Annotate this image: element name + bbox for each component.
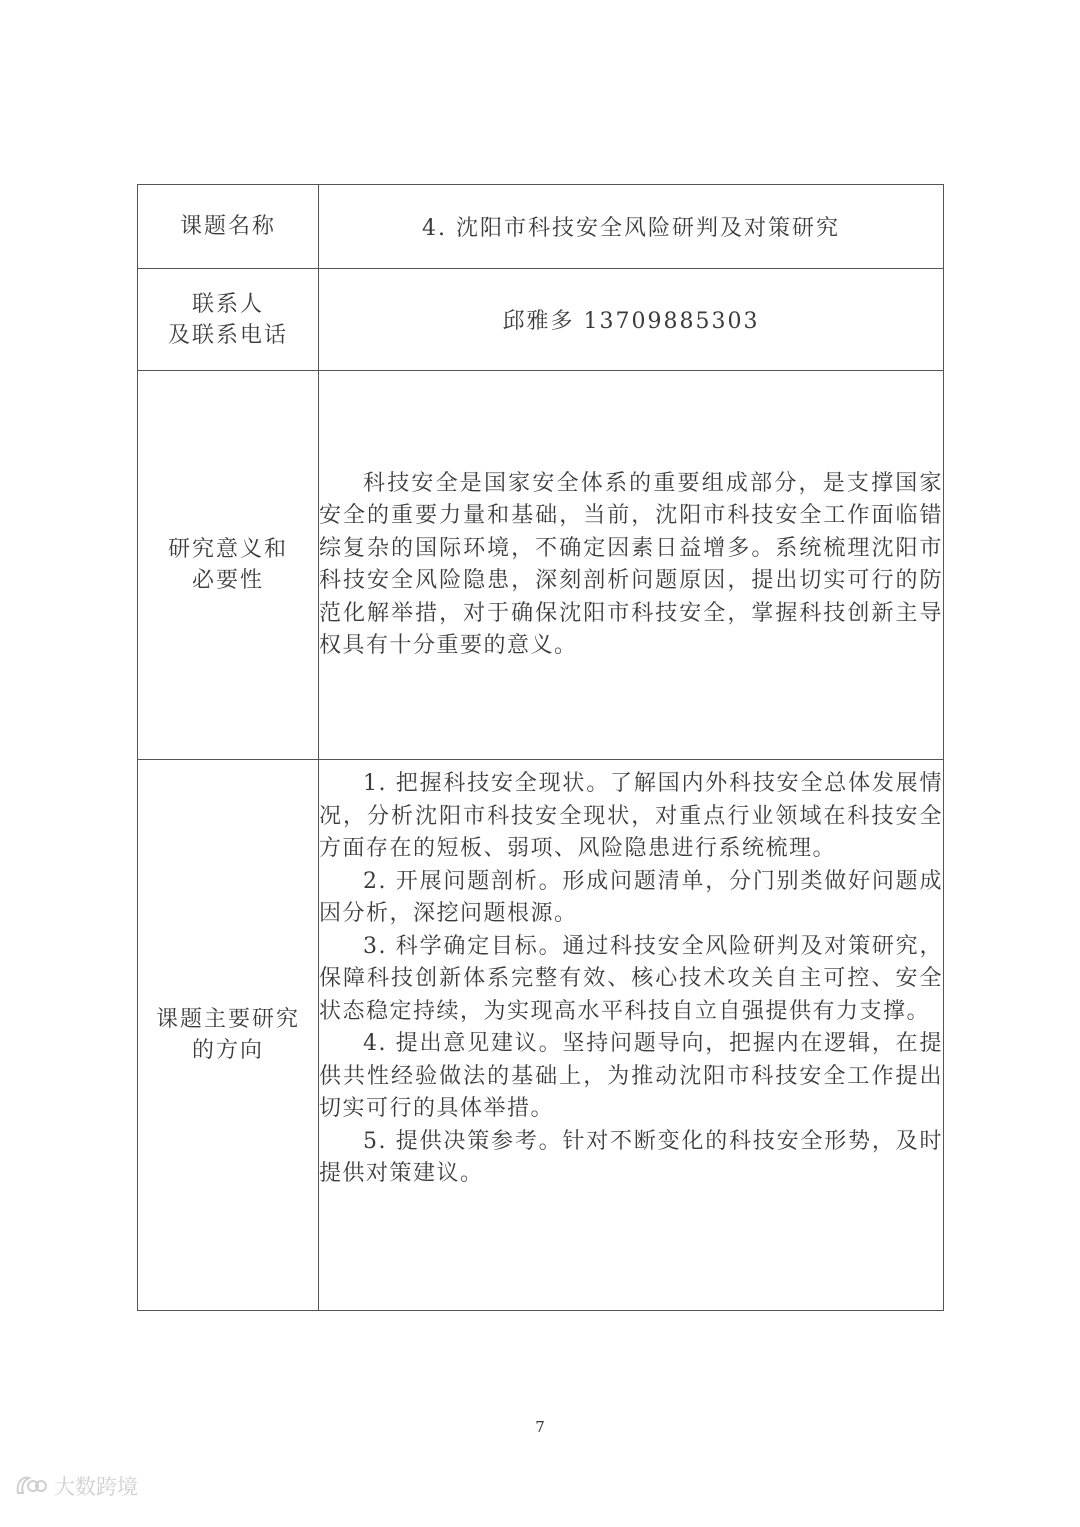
- watermark: [14, 1466, 138, 1506]
- direction-label-line1: 课题主要研究: [155, 1007, 300, 1032]
- topic-value: 4. 沈阳市科技安全风险研判及对策研究: [319, 185, 944, 269]
- contact-label: [138, 269, 319, 371]
- direction-label: [138, 760, 319, 1311]
- significance-paragraph: 科技安全是国家安全体系的重要组成部分，是支撑国家安全的重要力量和基础，当前，沈阳市科技安全工作面临错综复杂的国际环境，不确定因素日益增多。系统梳理沈阳市科技安全风险隐患，深刻剖析问题原因，提出切实可行的防范化解举措，对于确保沈阳市科技安全，掌握科技创新主导权具有十分重要的意义。: [319, 470, 943, 658]
- direction-item-1: 1. 把握科技安全现状。了解国内外科技安全总体发展情况，分析沈阳市科技安全现状，对重点行业领域在科技安全方面存在的短板、弱项、风险隐患进行系统梳理。: [319, 771, 943, 861]
- significance-label-line2: 必要性: [191, 568, 264, 593]
- direction-label-line2: 的方向: [191, 1038, 264, 1063]
- direction-item-5: 5. 提供决策参考。针对不断变化的科技安全形势，及时提供对策建议。: [319, 1128, 943, 1186]
- direction-row: [138, 760, 944, 1311]
- direction-item-3: 3. 科学确定目标。通过科技安全风险研判及对策研究，保障科技创新体系完整有效、核心技术攻关自主可控、安全状态稳定持续，为实现高水平科技自立自强提供有力支撑。: [319, 933, 943, 1024]
- contact-label-line1: 联系人: [191, 291, 264, 317]
- significance-row: [138, 371, 944, 760]
- significance-content: [319, 371, 944, 760]
- brand-logo-icon: [14, 1473, 48, 1499]
- direction-item-2: 2. 开展问题剖析。形成问题清单，分门别类做好问题成因分析，深挖问题根源。: [319, 868, 943, 926]
- contact-row: [138, 269, 944, 371]
- direction-item-4: 4. 提出意见建议。坚持问题导向，把握内在逻辑，在提供共性经验做法的基础上，为推动沈阳市科技安全工作提出切实可行的具体举措。: [319, 1031, 943, 1121]
- significance-label: [138, 371, 319, 760]
- significance-label-line1: 研究意义和: [167, 537, 288, 562]
- direction-content: [319, 760, 944, 1311]
- topic-row: [138, 185, 944, 269]
- watermark-text: 大数跨境: [54, 1475, 138, 1499]
- topic-label: [138, 185, 319, 269]
- topic-label-text: 课题名称: [179, 214, 276, 239]
- contact-value: 邱雅多 13709885303: [319, 269, 944, 371]
- page-number: 7: [535, 1418, 545, 1436]
- contact-label-line2: 及联系电话: [167, 322, 288, 348]
- project-form-table: [137, 184, 944, 1311]
